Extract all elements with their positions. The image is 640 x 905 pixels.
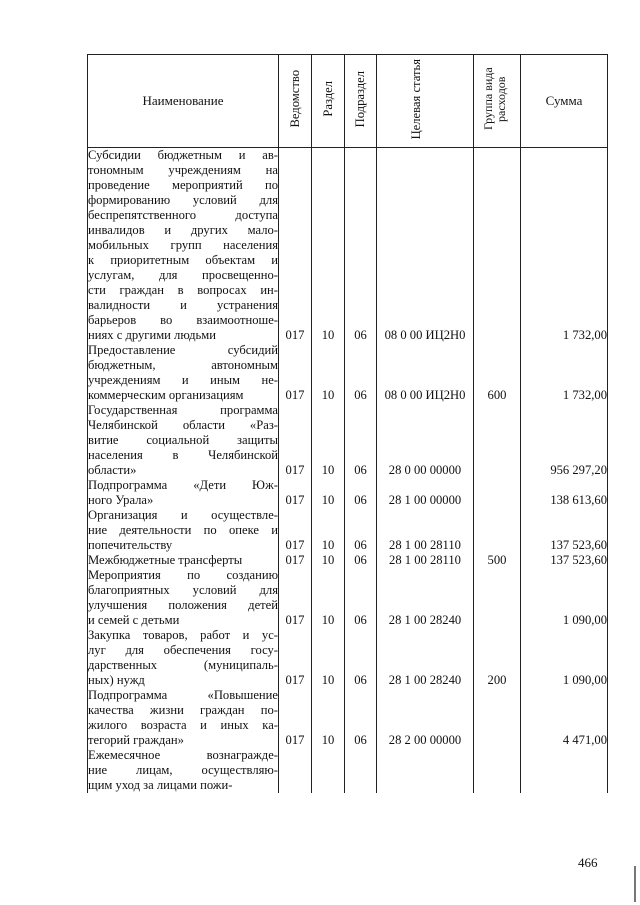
row-name-line: качества жизни граждан по- — [88, 703, 278, 717]
row-name-line: барьеров во взаимоотноше- — [88, 313, 278, 327]
row-subsection: 06 — [345, 403, 377, 478]
row-subsection: 06 — [345, 568, 377, 628]
row-name-line: жилого возраста и иных ка- — [88, 718, 278, 732]
row-name-line: проведение мероприятий по — [88, 178, 278, 192]
row-target: 28 1 00 00000 — [377, 478, 474, 508]
row-name-line: Ежемесячное вознагражде- — [88, 748, 278, 762]
row-name-line: к приоритетным объектам и — [88, 253, 278, 267]
table-body — [88, 148, 608, 794]
row-section: 10 — [312, 478, 345, 508]
budget-table-container — [87, 54, 608, 793]
row-group — [474, 148, 521, 344]
row-department: 017 — [279, 508, 312, 553]
header-target: Целевая статья — [377, 55, 474, 148]
row-target: 28 1 00 28240 — [377, 568, 474, 628]
row-name-line: коммерческим организациям — [88, 388, 244, 402]
row-name-line: инвалидов и других мало- — [88, 223, 278, 237]
header-name: Наименование — [88, 55, 279, 148]
row-section: 10 — [312, 403, 345, 478]
table-row — [88, 553, 608, 568]
row-target: 28 2 00 00000 — [377, 688, 474, 748]
row-group: 200 — [474, 628, 521, 688]
table-row — [88, 403, 608, 478]
row-department — [279, 748, 312, 793]
row-name-line: мобильных групп населения — [88, 238, 278, 252]
row-name — [88, 148, 279, 344]
row-target: 28 1 00 28240 — [377, 628, 474, 688]
row-department: 017 — [279, 148, 312, 344]
row-name-line: формированию условий для — [88, 193, 278, 207]
row-department: 017 — [279, 568, 312, 628]
row-target: 08 0 00 ИЦ2Н0 — [377, 148, 474, 344]
row-name-line: щим уход за лицами пожи- — [88, 778, 233, 792]
row-target: 08 0 00 ИЦ2Н0 — [377, 343, 474, 403]
row-name-line: валидности и устранения — [88, 298, 278, 312]
row-name-line: Государственная программа — [88, 403, 278, 417]
row-name-line: беспрепятственного доступа — [88, 208, 278, 222]
row-group — [474, 403, 521, 478]
row-subsection: 06 — [345, 478, 377, 508]
header-sum: Сумма — [521, 55, 608, 148]
row-section: 10 — [312, 688, 345, 748]
row-subsection: 06 — [345, 628, 377, 688]
row-name-line: улучшения положения детей — [88, 598, 278, 612]
row-name-line: Подпрограмма «Повышение — [88, 688, 278, 702]
row-group — [474, 508, 521, 553]
row-name-line: попечительству — [88, 538, 173, 552]
row-name — [88, 343, 279, 403]
row-name-line: луг для обеспечения госу- — [88, 643, 278, 657]
row-department: 017 — [279, 403, 312, 478]
row-name-line: тономным учреждениям на — [88, 163, 278, 177]
table-row — [88, 688, 608, 748]
row-department: 017 — [279, 553, 312, 568]
row-name-line: ных) нужд — [88, 673, 145, 687]
row-name-line: ние деятельности по опеке и — [88, 523, 278, 537]
header-subsection: Подраздел — [345, 55, 377, 148]
row-section: 10 — [312, 343, 345, 403]
row-name-line: благоприятных условий для — [88, 583, 278, 597]
table-row — [88, 148, 608, 344]
row-group — [474, 568, 521, 628]
row-section: 10 — [312, 508, 345, 553]
header-group: Группа вида расходов — [474, 55, 521, 148]
row-target: 28 0 00 00000 — [377, 403, 474, 478]
row-name-line: дарственных (муниципаль- — [88, 658, 278, 672]
row-name-line: ние лицам, осуществляю- — [88, 763, 278, 777]
row-section: 10 — [312, 628, 345, 688]
row-sum: 1 090,00 — [521, 628, 608, 688]
table-header-row — [88, 55, 608, 148]
table-row — [88, 508, 608, 553]
row-section: 10 — [312, 568, 345, 628]
row-name-line: Челябинской области «Раз- — [88, 418, 278, 432]
row-department: 017 — [279, 628, 312, 688]
row-name-line: Подпрограмма «Дети Юж- — [88, 478, 278, 492]
row-name-line: тегорий граждан» — [88, 733, 184, 747]
row-subsection: 06 — [345, 343, 377, 403]
row-name-line: Закупка товаров, работ и ус- — [88, 628, 278, 642]
row-subsection: 06 — [345, 553, 377, 568]
row-sum: 1 732,00 — [521, 148, 608, 344]
row-name-line: ного Урала» — [88, 493, 154, 507]
row-sum: 1 090,00 — [521, 568, 608, 628]
row-sum: 1 732,00 — [521, 343, 608, 403]
row-target: 28 1 00 28110 — [377, 553, 474, 568]
row-sum — [521, 748, 608, 793]
row-subsection — [345, 748, 377, 793]
row-section: 10 — [312, 148, 345, 344]
row-name-line: услугам, для просвещенно- — [88, 268, 278, 282]
header-section: Раздел — [312, 55, 345, 148]
row-name-line: Предоставление субсидий — [88, 343, 278, 357]
row-sum: 4 471,00 — [521, 688, 608, 748]
table-row — [88, 478, 608, 508]
row-sum: 138 613,60 — [521, 478, 608, 508]
row-name — [88, 403, 279, 478]
row-target: 28 1 00 28110 — [377, 508, 474, 553]
budget-table — [87, 54, 608, 793]
row-group: 500 — [474, 553, 521, 568]
table-row — [88, 568, 608, 628]
row-name-line: и семей с детьми — [88, 613, 180, 627]
row-subsection: 06 — [345, 148, 377, 344]
page-number: 466 — [578, 855, 598, 870]
row-group — [474, 688, 521, 748]
scan-edge-mark — [634, 866, 636, 902]
row-name-line: витие социальной защиты — [88, 433, 278, 447]
row-name-line: ниях с другими людьми — [88, 328, 216, 342]
row-name — [88, 688, 279, 748]
row-name-line: учреждениям и иным не- — [88, 373, 278, 387]
row-group — [474, 748, 521, 793]
row-target — [377, 748, 474, 793]
row-name-line: области» — [88, 463, 137, 477]
row-department: 017 — [279, 343, 312, 403]
table-row — [88, 628, 608, 688]
row-name — [88, 553, 279, 568]
row-sum: 137 523,60 — [521, 553, 608, 568]
row-section — [312, 748, 345, 793]
row-name — [88, 748, 279, 793]
row-subsection: 06 — [345, 688, 377, 748]
row-department: 017 — [279, 478, 312, 508]
row-sum: 137 523,60 — [521, 508, 608, 553]
row-name-line: сти граждан в вопросах ин- — [88, 283, 278, 297]
row-sum: 956 297,20 — [521, 403, 608, 478]
row-name-line: Субсидии бюджетным и ав- — [88, 148, 278, 162]
row-section: 10 — [312, 553, 345, 568]
row-name-line: населения в Челябинской — [88, 448, 278, 462]
table-row — [88, 748, 608, 793]
row-name — [88, 478, 279, 508]
header-department: Ведомство — [279, 55, 312, 148]
row-name-line: бюджетным, автономным — [88, 358, 278, 372]
row-subsection: 06 — [345, 508, 377, 553]
row-group — [474, 478, 521, 508]
row-name-line: Мероприятия по созданию — [88, 568, 278, 582]
row-department: 017 — [279, 688, 312, 748]
row-name — [88, 508, 279, 553]
row-name-line: Организация и осуществле- — [88, 508, 278, 522]
row-name — [88, 568, 279, 628]
row-name — [88, 628, 279, 688]
row-name-line: Межбюджетные трансферты — [88, 553, 243, 567]
table-row — [88, 343, 608, 403]
row-group: 600 — [474, 343, 521, 403]
